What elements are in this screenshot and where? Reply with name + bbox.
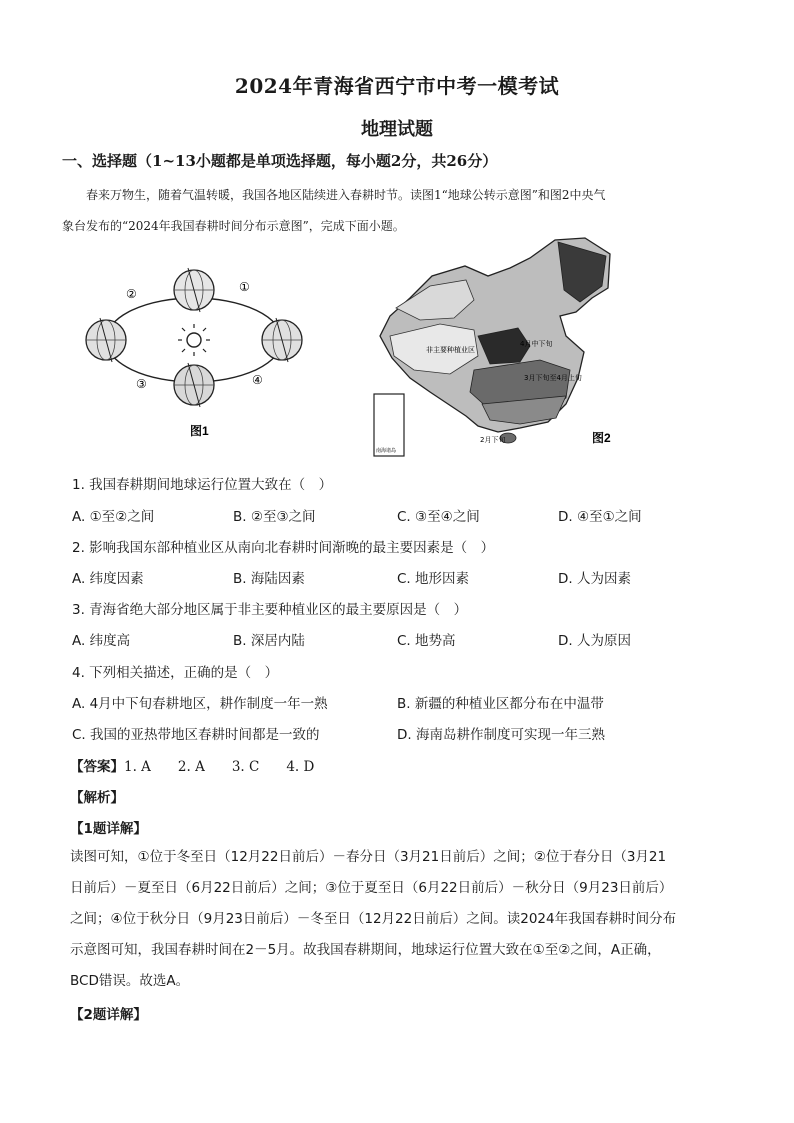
option-a: A. ①至②之间 <box>72 509 155 525</box>
option-a: A. 纬度高 <box>72 633 131 649</box>
analysis-label: 【解析】 <box>70 790 124 806</box>
south-sea-inset <box>374 394 404 456</box>
option-c: C. ③至④之间 <box>397 509 480 525</box>
explanation-line: 读图可知，①位于冬至日（12月22日前后）－春分日（3月21日前后）之间；②位于春分日（3月21 <box>70 849 667 865</box>
map-label: 4月中下旬 <box>520 340 553 348</box>
option-b: B. ②至③之间 <box>233 509 316 525</box>
option-c: C. 我国的亚热带地区春耕时间都是一致的 <box>72 727 320 743</box>
globe-icon <box>174 363 214 407</box>
earth-orbit-diagram <box>84 258 304 443</box>
map-label: 2月下旬 <box>480 436 506 444</box>
position-label: ① <box>239 280 250 294</box>
sun-icon <box>178 324 210 356</box>
option-d: D. 人为原因 <box>558 633 631 649</box>
map-label: 3月下旬至4月上旬 <box>524 374 582 382</box>
answer-values: 1. A 2. A 3. C 4. D <box>124 759 315 775</box>
option-d: D. ④至①之间 <box>558 509 642 525</box>
option-a: A. 纬度因素 <box>72 571 144 587</box>
figure-1-earth-orbit <box>84 258 304 443</box>
option-a: A. 4月中下旬春耕地区，耕作制度一年一熟 <box>72 696 328 712</box>
explanation-line: 示意图可知，我国春耕时间在2－5月。故我国春耕期间，地球运行位置大致在①至②之间，A正确， <box>70 942 661 958</box>
q1-explanation <box>70 842 720 997</box>
map-label: 非主要种植业区 <box>426 346 475 354</box>
option-b: B. 海陆因素 <box>233 571 305 587</box>
q1-detail-heading: 【1题详解】 <box>70 821 147 837</box>
question-stem: 4. 下列相关描述，正确的是（ ） <box>72 665 279 681</box>
q2-detail-heading: 【2题详解】 <box>70 1007 147 1023</box>
page-title: 2024年青海省西宁市中考一模考试 <box>234 74 560 98</box>
option-b: B. 新疆的种植业区都分布在中温带 <box>397 696 604 712</box>
option-c: C. 地形因素 <box>397 571 470 587</box>
map-label: 南海诸岛 <box>376 448 397 454</box>
section-heading: 一、选择题（1~13小题都是单项选择题，每小题2分，共26分） <box>62 152 498 170</box>
figure-label: 图1 <box>190 424 209 438</box>
answer-label: 【答案】 <box>70 759 124 775</box>
explanation-line: 之间；④位于秋分日（9月23日前后）－冬至日（12月22日前后）之间。读2024年我国春耕时间分布 <box>70 911 677 927</box>
position-label: ② <box>126 287 137 301</box>
position-label: ④ <box>252 373 263 387</box>
option-d: D. 海南岛耕作制度可实现一年三熟 <box>397 727 605 743</box>
globe-icon <box>86 318 126 362</box>
explanation-line: BCD错误。故选A。 <box>70 973 190 989</box>
globe-icon <box>262 318 302 362</box>
option-b: B. 深居内陆 <box>233 633 305 649</box>
intro-text-line: 春来万物生，随着气温转暖，我国各地区陆续进入春耕时节。读图1“地球公转示意图”和图2中央气 <box>86 188 606 202</box>
intro-text-line: 象台发布的“2024年我国春耕时间分布示意图”，完成下面小题。 <box>62 219 405 233</box>
question-stem: 2. 影响我国东部种植业区从南向北春耕时间渐晚的最主要因素是（ ） <box>72 540 495 556</box>
option-c: C. 地势高 <box>397 633 456 649</box>
answer-row <box>70 755 314 775</box>
page-subtitle: 地理试题 <box>361 119 433 140</box>
position-label: ③ <box>136 377 147 391</box>
figure-label: 图2 <box>592 431 611 445</box>
explanation-line: 日前后）－夏至日（6月22日前后）之间；③位于夏至日（6月22日前后）－秋分日（9月23日前后） <box>70 880 673 896</box>
globe-icon <box>174 268 214 312</box>
figure-2-china-map <box>370 228 625 458</box>
question-stem: 3. 青海省绝大部分地区属于非主要种植业区的最主要原因是（ ） <box>72 602 468 618</box>
question-stem: 1. 我国春耕期间地球运行位置大致在（ ） <box>72 477 333 493</box>
option-d: D. 人为因素 <box>558 571 631 587</box>
china-map <box>370 228 625 458</box>
